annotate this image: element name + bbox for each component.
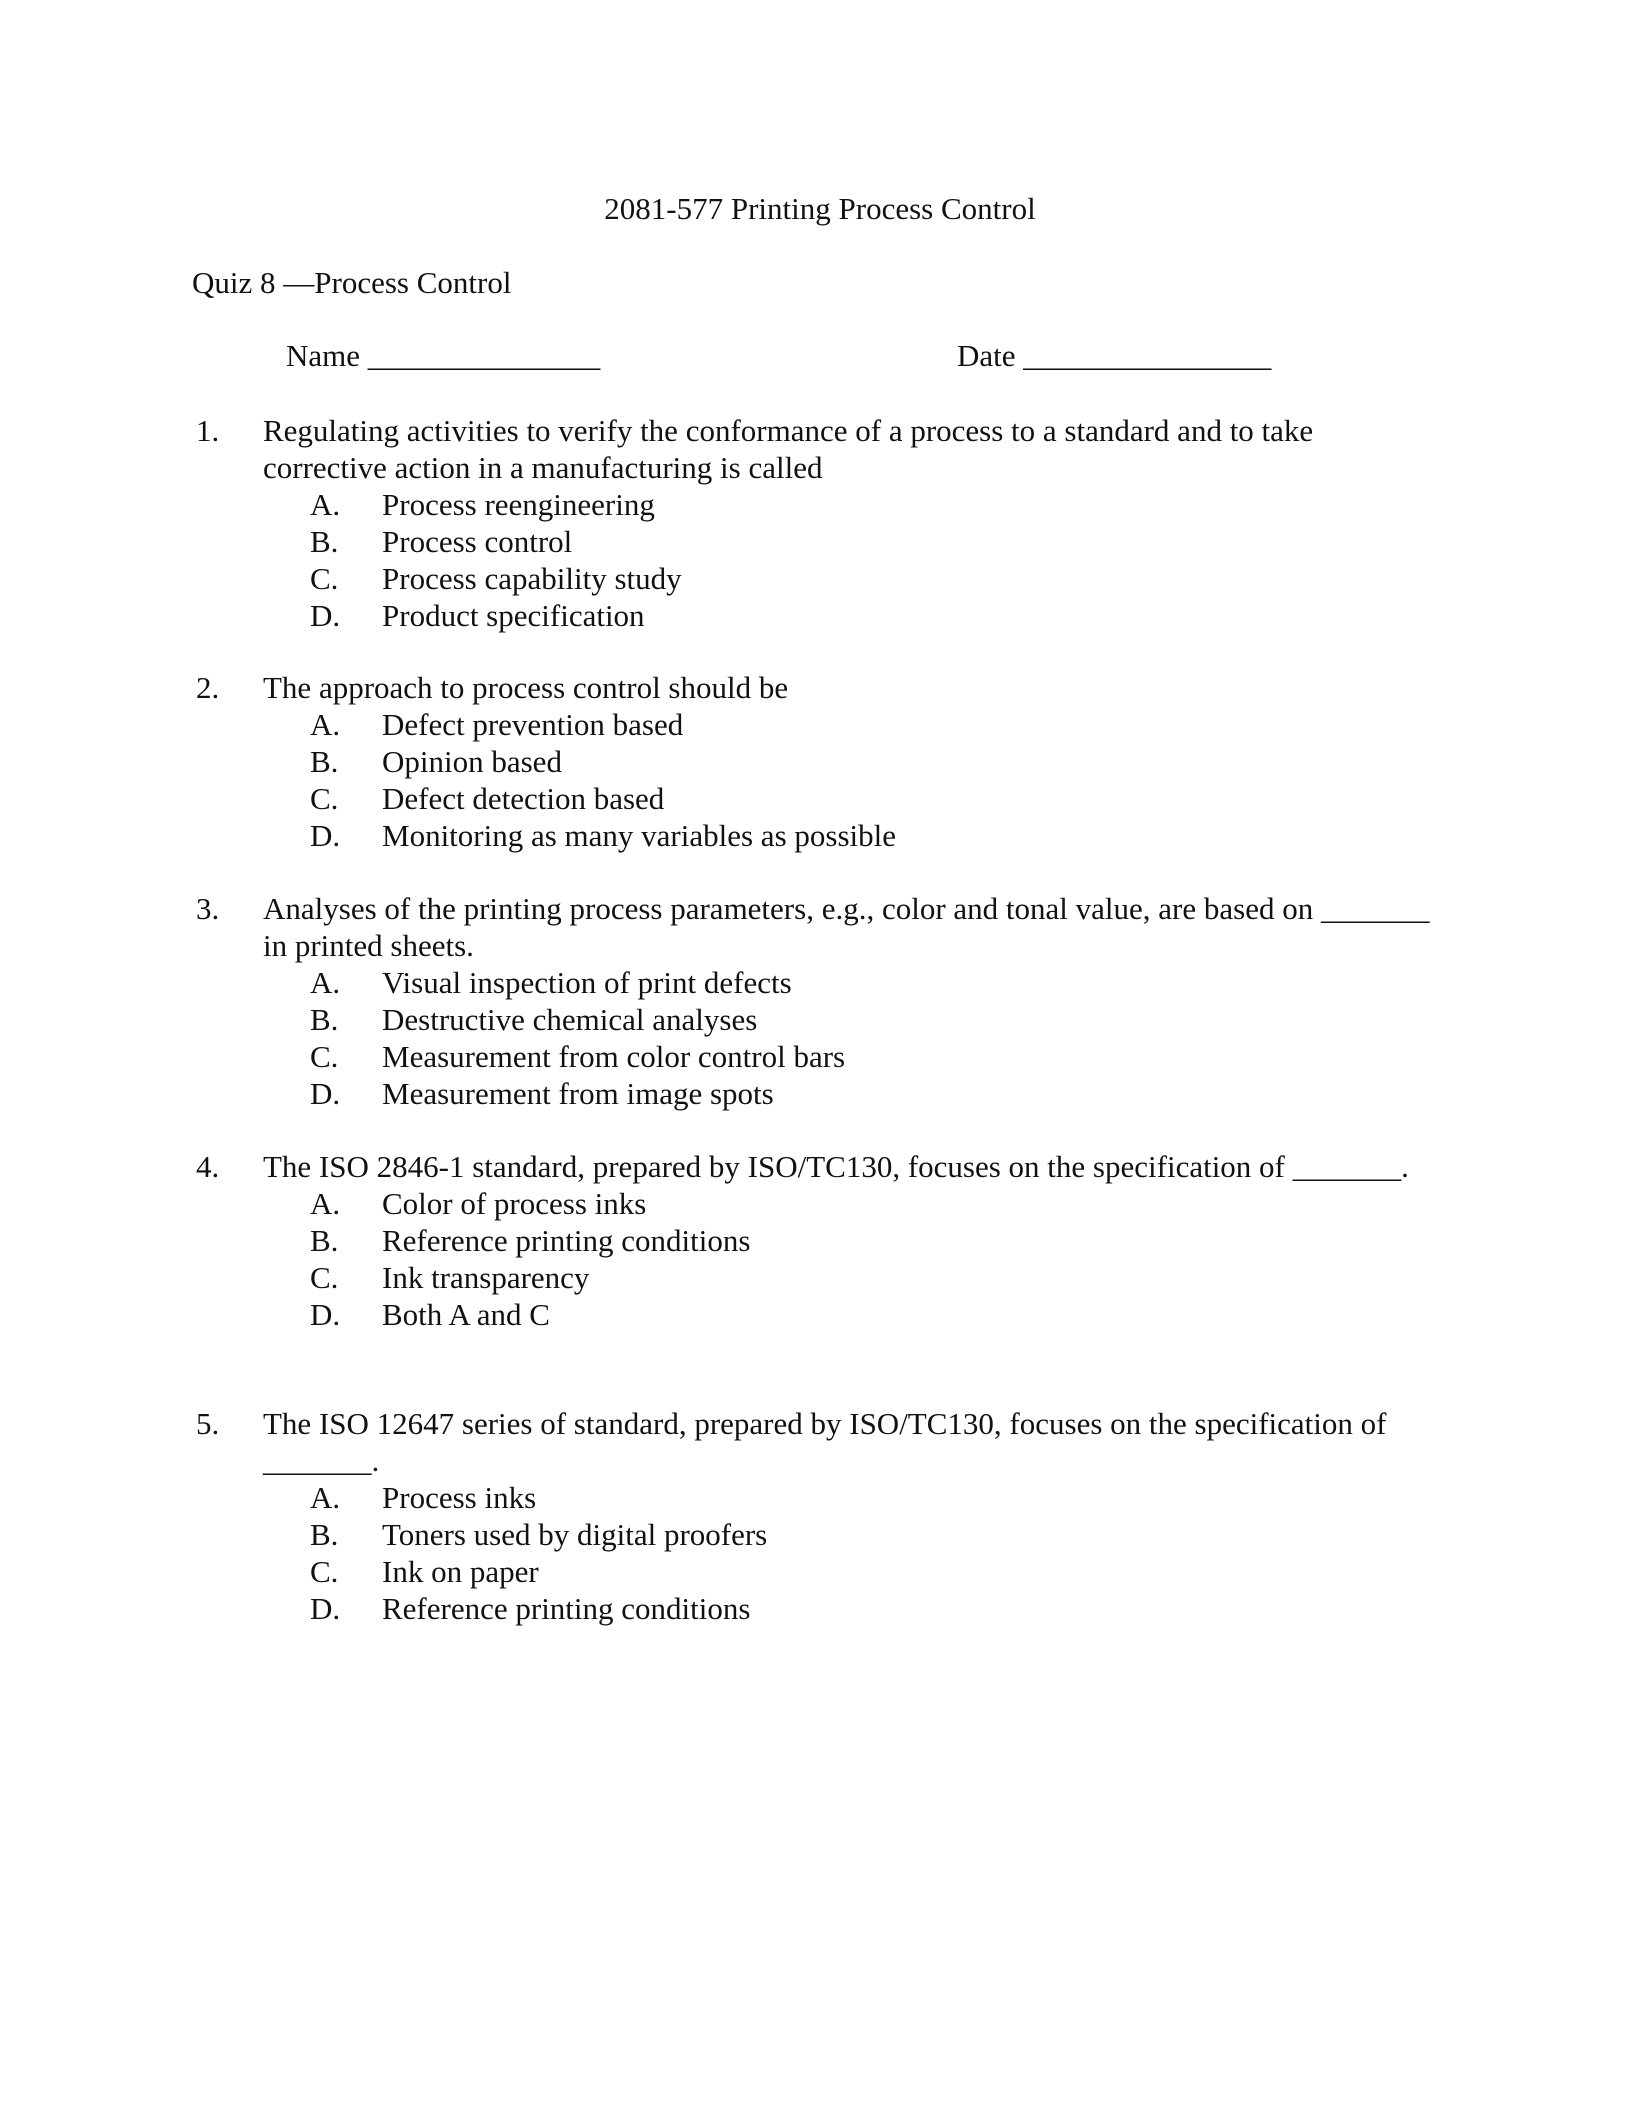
option-list <box>196 486 1496 634</box>
option-text: Ink transparency <box>382 1260 590 1295</box>
option-letter: D. <box>310 1076 341 1111</box>
option-letter: C. <box>310 1260 339 1295</box>
question-3 <box>196 890 1496 1112</box>
option-a <box>196 1479 1496 1516</box>
question-text: The ISO 2846-1 standard, prepared by ISO/TC130, focuses on the specification of _______. <box>263 1149 1409 1184</box>
option-letter: B. <box>310 744 339 779</box>
option-text: Destructive chemical analyses <box>382 1002 758 1037</box>
option-d <box>196 1075 1496 1112</box>
question-text: Analyses of the printing process parameters, e.g., color and tonal value, are based on _______ in printed sheets. <box>263 891 1430 963</box>
option-text: Both A and C <box>382 1297 550 1332</box>
option-list <box>196 706 1496 854</box>
option-b <box>196 1222 1496 1259</box>
option-text: Measurement from color control bars <box>382 1039 846 1074</box>
question-number: 1. <box>196 413 220 448</box>
option-letter: D. <box>310 1297 341 1332</box>
option-d <box>196 1296 1496 1333</box>
question-5 <box>196 1405 1496 1627</box>
question-number: 3. <box>196 891 220 926</box>
option-letter: C. <box>310 1039 339 1074</box>
option-c <box>196 1259 1496 1296</box>
option-c <box>196 1553 1496 1590</box>
option-c <box>196 560 1496 597</box>
course-title: 2081-577 Printing Process Control <box>604 191 1036 226</box>
question-text: The approach to process control should be <box>263 670 789 705</box>
option-text: Reference printing conditions <box>382 1223 751 1258</box>
option-text: Monitoring as many variables as possible <box>382 818 896 853</box>
date-field: Date ________________ <box>957 338 1272 373</box>
question-1 <box>196 412 1496 634</box>
option-b <box>196 1001 1496 1038</box>
option-letter: C. <box>310 1554 339 1589</box>
option-d <box>196 817 1496 854</box>
option-letter: B. <box>310 524 339 559</box>
question-text: Regulating activities to verify the conformance of a process to a standard and to take corrective action in a manufacturing is called <box>263 413 1314 485</box>
question-number: 4. <box>196 1149 220 1184</box>
option-d <box>196 1590 1496 1627</box>
option-text: Product specification <box>382 598 645 633</box>
option-text: Measurement from image spots <box>382 1076 774 1111</box>
option-letter: A. <box>310 487 341 522</box>
option-a <box>196 706 1496 743</box>
option-letter: D. <box>310 598 341 633</box>
question-2 <box>196 669 1496 854</box>
option-list <box>196 1479 1496 1627</box>
option-a <box>196 486 1496 523</box>
option-text: Defect detection based <box>382 781 665 816</box>
option-letter: B. <box>310 1517 339 1552</box>
option-c <box>196 1038 1496 1075</box>
option-letter: B. <box>310 1002 339 1037</box>
option-text: Opinion based <box>382 744 562 779</box>
option-c <box>196 780 1496 817</box>
option-letter: A. <box>310 707 341 742</box>
option-b <box>196 1516 1496 1553</box>
question-number: 5. <box>196 1406 220 1441</box>
question-4 <box>196 1148 1496 1333</box>
option-text: Process control <box>382 524 573 559</box>
option-text: Reference printing conditions <box>382 1591 751 1626</box>
option-b <box>196 743 1496 780</box>
option-text: Process reengineering <box>382 487 655 522</box>
option-letter: A. <box>310 965 341 1000</box>
option-text: Process inks <box>382 1480 537 1515</box>
question-text: The ISO 12647 series of standard, prepared by ISO/TC130, focuses on the specification of _______. <box>263 1406 1387 1478</box>
option-d <box>196 597 1496 634</box>
option-letter: A. <box>310 1186 341 1221</box>
option-text: Process capability study <box>382 561 682 596</box>
option-letter: D. <box>310 818 341 853</box>
quiz-title: Quiz 8 —Process Control <box>192 265 512 300</box>
option-text: Color of process inks <box>382 1186 647 1221</box>
option-letter: B. <box>310 1223 339 1258</box>
option-text: Ink on paper <box>382 1554 539 1589</box>
option-a <box>196 964 1496 1001</box>
option-b <box>196 523 1496 560</box>
name-field: Name _______________ <box>286 338 601 373</box>
option-text: Toners used by digital proofers <box>382 1517 768 1552</box>
option-list <box>196 1185 1496 1333</box>
option-letter: C. <box>310 561 339 596</box>
option-text: Visual inspection of print defects <box>382 965 792 1000</box>
option-a <box>196 1185 1496 1222</box>
option-letter: D. <box>310 1591 341 1626</box>
option-letter: C. <box>310 781 339 816</box>
option-list <box>196 964 1496 1112</box>
option-text: Defect prevention based <box>382 707 684 742</box>
question-number: 2. <box>196 670 220 705</box>
option-letter: A. <box>310 1480 341 1515</box>
